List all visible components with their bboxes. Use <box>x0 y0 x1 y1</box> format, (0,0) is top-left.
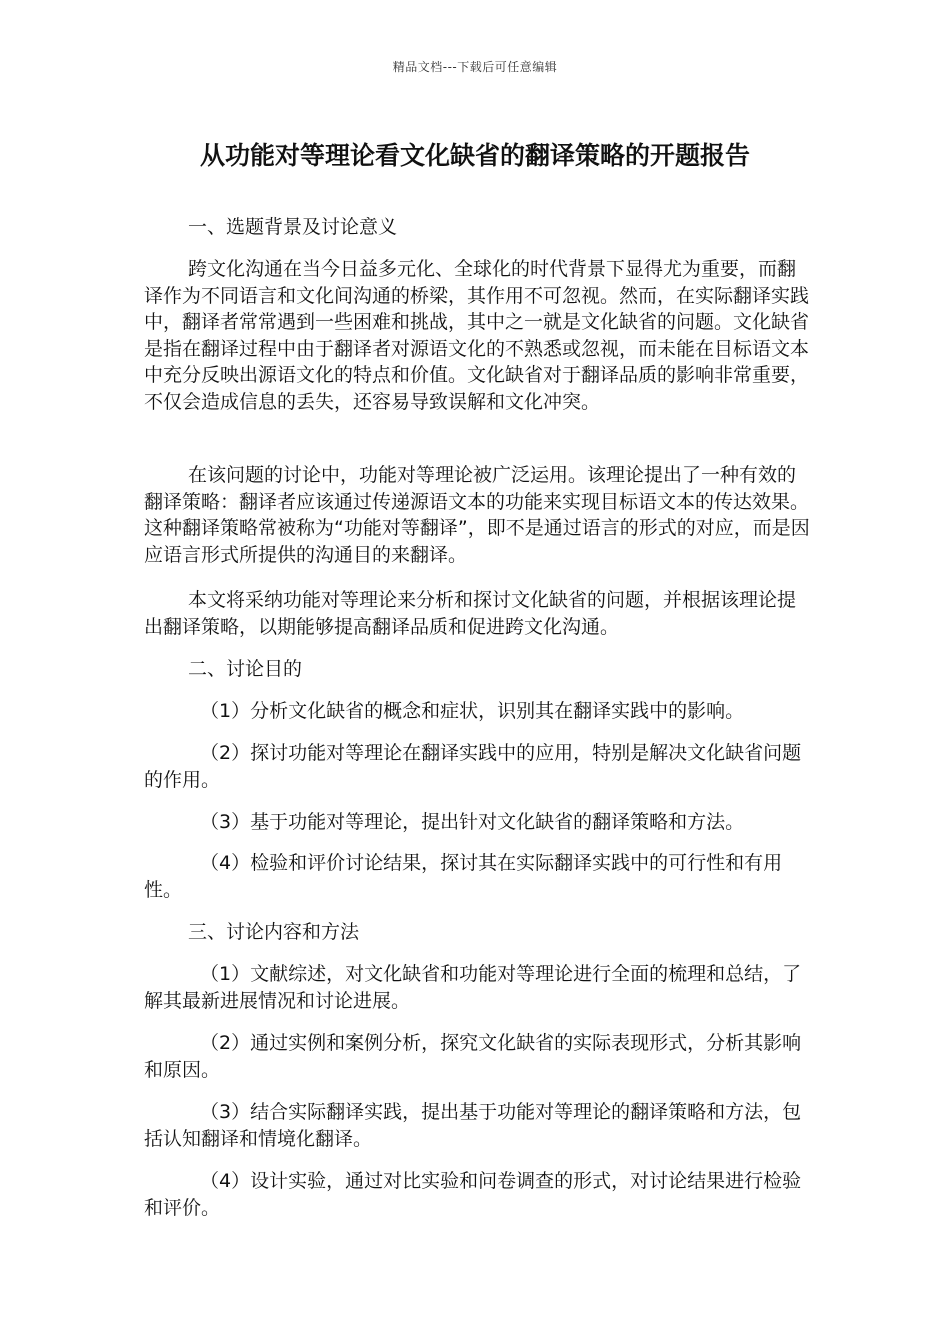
paragraph-functional-equivalence: 在该问题的讨论中，功能对等理论被广泛运用。该理论提出了一种有效的翻译策略：翻译者应该通过传递源语文本的功能来实现目标语文本的传达效果。这种翻译策略常被称为“功能对等翻译”，即不是通过语言的形式的对应，而是因应语言形式所提供的沟通目的来翻译。 <box>144 464 810 566</box>
paragraph-background: 跨文化沟通在当今日益多元化、全球化的时代背景下显得尤为重要，而翻译作为不同语言和文化间沟通的桥梁，其作用不可忽视。然而，在实际翻译实践中，翻译者常常遇到一些困难和挑战，其中之一就是文化缺省的问题。文化缺省是指在翻译过程中由于翻译者对源语文化的不熟悉或忽视，而未能在目标语文本中充分反映出源语文化的特点和价值。文化缺省对于翻译品质的影响非常重要，不仅会造成信息的丢失，还容易导致误解和文化冲突。 <box>144 258 810 413</box>
method-item: （4）设计实验，通过对比实验和问卷调查的形式，对讨论结果进行检验和评价。 <box>144 1170 802 1219</box>
method-item: （2）通过实例和案例分析，探究文化缺省的实际表现形式，分析其影响和原因。 <box>144 1032 802 1081</box>
document-title: 从功能对等理论看文化缺省的翻译策略的开题报告 <box>199 141 750 170</box>
objective-item: （3）基于功能对等理论，提出针对文化缺省的翻译策略和方法。 <box>200 811 745 833</box>
section-heading-objectives: 二、讨论目的 <box>188 658 303 680</box>
method-item: （3）结合实际翻译实践，提出基于功能对等理论的翻译策略和方法，包括认知翻译和情境化翻译。 <box>144 1101 802 1150</box>
section-heading-background: 一、选题背景及讨论意义 <box>188 216 398 238</box>
objective-item: （2）探讨功能对等理论在翻译实践中的应用，特别是解决文化缺省问题的作用。 <box>144 742 802 791</box>
method-item: （1）文献综述，对文化缺省和功能对等理论进行全面的梳理和总结，了解其最新进展情况和讨论进展。 <box>144 963 802 1012</box>
section-heading-content-methods: 三、讨论内容和方法 <box>188 921 360 943</box>
page-header-watermark: 精品文档---下载后可任意编辑 <box>392 60 558 74</box>
paragraph-study-approach: 本文将采纳功能对等理论来分析和探讨文化缺省的问题，并根据该理论提出翻译策略，以期能够提高翻译品质和促进跨文化沟通。 <box>144 589 797 638</box>
objective-item: （1）分析文化缺省的概念和症状，识别其在翻译实践中的影响。 <box>200 700 745 722</box>
objective-item: （4）检验和评价讨论结果，探讨其在实际翻译实践中的可行性和有用性。 <box>144 852 783 901</box>
